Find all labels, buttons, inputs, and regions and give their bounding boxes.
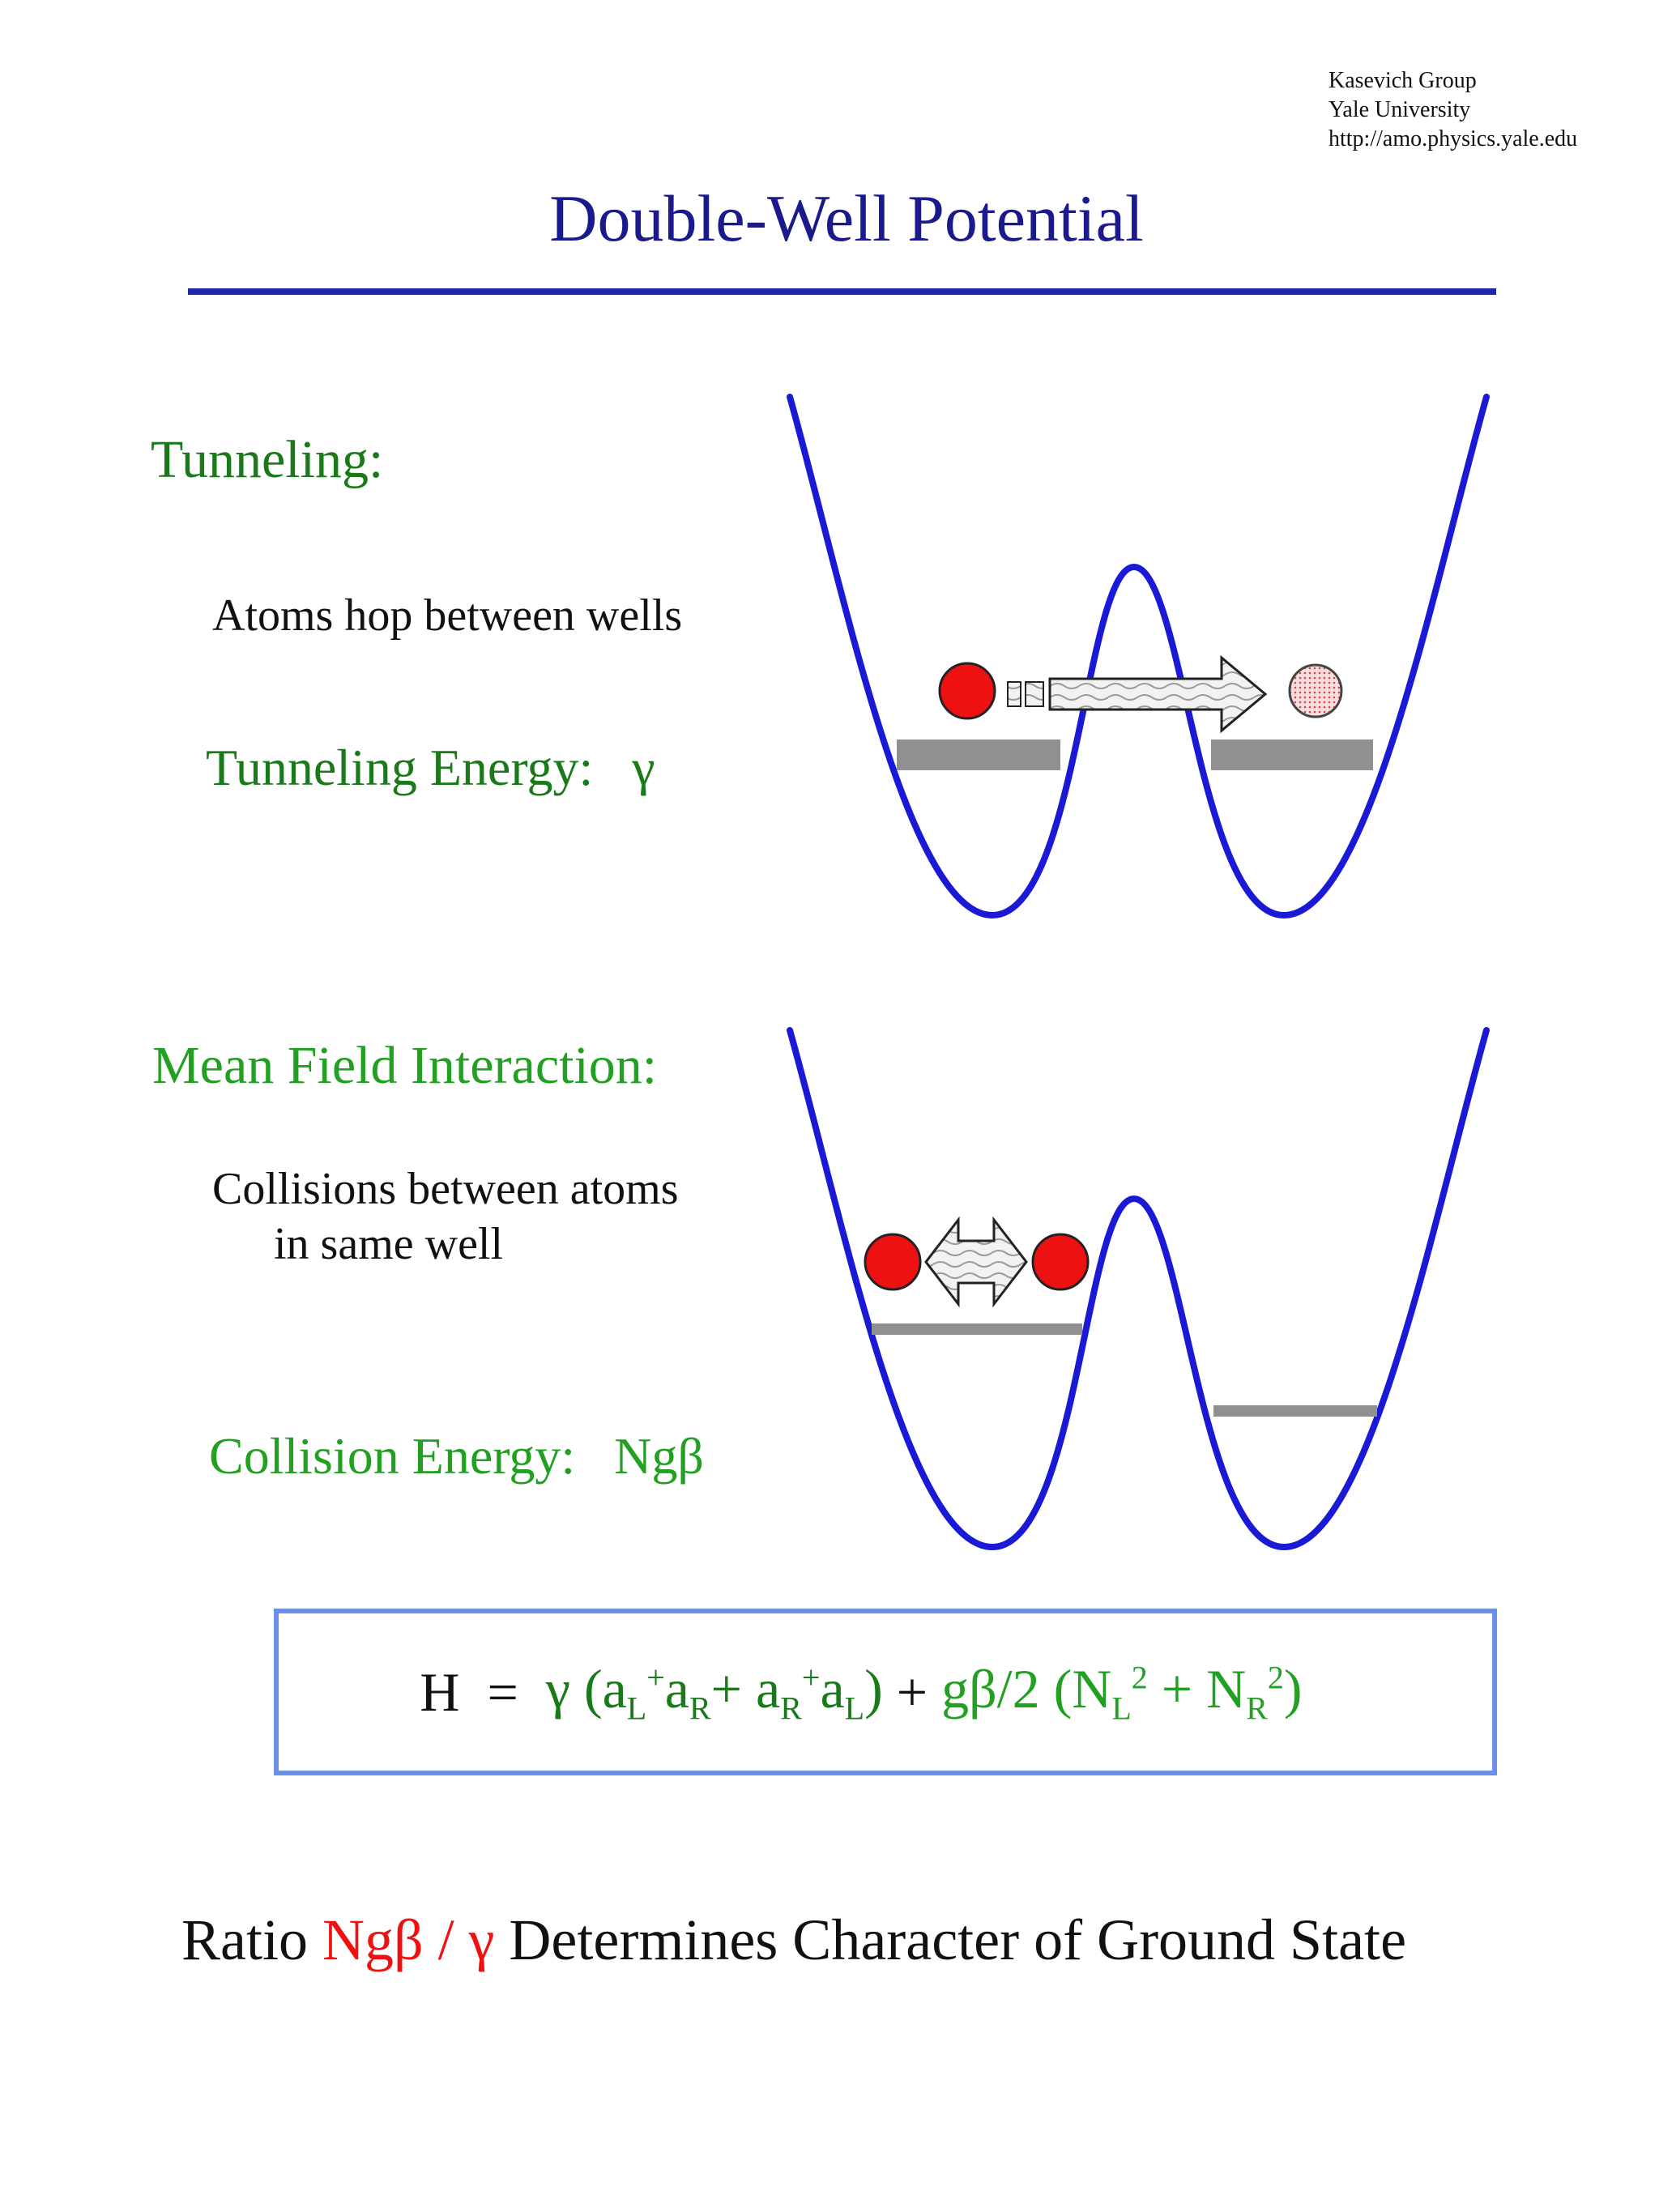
meanfield-diagram (790, 1030, 1486, 1547)
sub-R: R (1246, 1690, 1268, 1727)
meanfield-description-line2: in same well (274, 1219, 504, 1269)
hamiltonian-gbeta-term (941, 1657, 1303, 1728)
hamiltonian-equals: = (487, 1660, 518, 1723)
left-energy-level (897, 739, 1060, 770)
sup-2: 2 (1131, 1659, 1148, 1696)
tunneling-heading: Tunneling: (151, 430, 384, 489)
right-energy-level (1213, 1405, 1377, 1417)
a-symbol: a (820, 1657, 845, 1720)
hamiltonian-lhs: H (420, 1660, 460, 1723)
sup-plus: + (646, 1659, 665, 1696)
arrow-tail-segment (1008, 682, 1021, 706)
hamiltonian-equation (279, 1613, 1492, 1771)
atom-left (865, 1234, 920, 1289)
close-paren: ) (1283, 1657, 1303, 1720)
collision-energy-symbol: Ngβ (614, 1427, 704, 1485)
header-university: Yale University (1328, 97, 1471, 122)
gamma-open: γ (a (545, 1657, 627, 1720)
sub-R: R (689, 1690, 711, 1727)
close-paren: ) (864, 1657, 883, 1720)
sup-plus: + (801, 1659, 821, 1696)
sub-L: L (1111, 1690, 1132, 1727)
ratio-prefix: Ratio (181, 1907, 308, 1972)
plus-sign: + (1161, 1657, 1193, 1720)
ratio-expression: Ngβ / γ (322, 1907, 495, 1972)
header-url: http://amo.physics.yale.edu (1328, 126, 1578, 151)
plus-sign: + (896, 1660, 928, 1723)
header-group: Kasevich Group (1328, 68, 1477, 93)
gbeta-open: gβ/2 (N (941, 1657, 1112, 1720)
hamiltonian-box (274, 1609, 1497, 1775)
atom-right (1033, 1234, 1088, 1289)
a-symbol: a (664, 1657, 689, 1720)
ratio-statement (0, 1905, 1588, 1975)
tunneling-diagram (790, 397, 1486, 915)
left-energy-level (872, 1323, 1082, 1335)
meanfield-description-line1: Collisions between atoms (212, 1164, 679, 1214)
ratio-suffix: Determines Character of Ground State (509, 1907, 1407, 1972)
atom-left (940, 663, 995, 718)
arrow-tail-segment (1026, 682, 1043, 706)
plus-sign: + (710, 1657, 742, 1720)
right-energy-level (1211, 739, 1373, 770)
meanfield-heading: Mean Field Interaction: (152, 1036, 658, 1095)
atom-ghost (1290, 665, 1341, 717)
sup-2: 2 (1267, 1659, 1284, 1696)
a-symbol: a (756, 1657, 781, 1720)
sub-L: L (626, 1690, 647, 1727)
tunneling-description: Atoms hop between wells (212, 590, 683, 641)
hamiltonian-gamma-term (546, 1657, 883, 1728)
collision-arrow-icon (926, 1220, 1026, 1304)
sub-R: R (780, 1690, 802, 1727)
collision-energy-label: Collision Energy: (209, 1427, 576, 1485)
sub-L: L (844, 1690, 865, 1727)
tunneling-energy-symbol: γ (632, 739, 655, 796)
page-title: Double-Well Potential (549, 181, 1144, 255)
tunneling-well-curve (790, 397, 1486, 915)
n-symbol: N (1206, 1657, 1247, 1720)
tunneling-energy-label: Tunneling Energy: (206, 739, 594, 796)
